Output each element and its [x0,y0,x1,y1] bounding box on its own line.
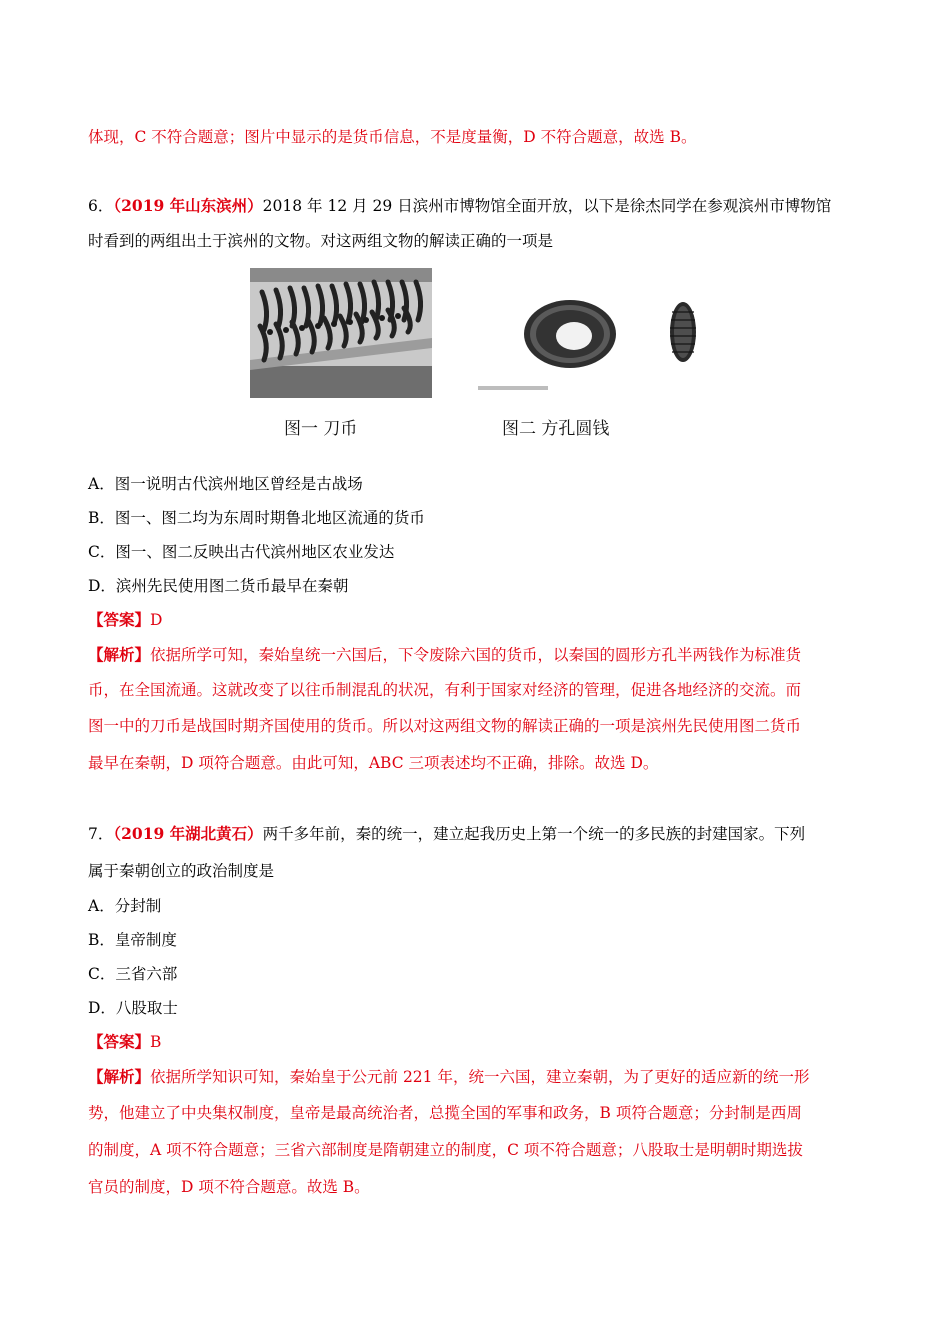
q7-analysis-label: 【解析】 [88,1067,151,1086]
q7-stem-line1 [88,824,868,844]
q6-analysis-line3: 图一中的刀币是战国时期齐国使用的货币。所以对这两组文物的解读正确的一项是滨州先民使用图二货币 [88,717,802,735]
q7-analysis-line2: 势，他建立了中央集权制度，皇帝是最高统治者，总揽全国的军事和政务，B 项符合题意；分封制是西周 [88,1104,802,1122]
q6-answer [88,610,868,630]
q7-option-b: B．皇帝制度 [88,931,177,949]
q7-stem-text: 两千多年前，秦的统一，建立起我历史上第一个统一的多民族的封建国家。下列 [262,825,806,843]
q6-option-b: B．图一、图二均为东周时期鲁北地区流通的货币 [88,509,425,527]
q7-option-a: A．分封制 [88,897,162,915]
q6-stem-line2: 时看到的两组出土于滨州的文物。对这两组文物的解读正确的一项是 [88,232,554,250]
q7-answer-value: B [150,1033,162,1051]
q7-number: 7． [88,825,114,843]
q7-answer-label: 【答案】 [88,1032,151,1051]
knife-coin-photo [250,268,432,398]
q6-figures [250,268,730,443]
q7-option-c: C．三省六部 [88,965,178,983]
q7-analysis-line4: 官员的制度，D 项不符合题意。故选 B。 [88,1178,370,1196]
q6-analysis-line1 [88,645,868,665]
q7-analysis-line1 [88,1067,868,1087]
q6-stem-text: 2018 年 12 月 29 日滨州市博物馆全面开放，以下是徐杰同学在参观滨州市博物馆 [262,197,832,215]
q6-answer-label: 【答案】 [88,610,151,629]
q7-analysis-text1: 依据所学知识可知，秦始皇于公元前 221 年，统一六国，建立秦朝，为了更好的适应新的统一形 [150,1068,810,1086]
figure1-caption: 图一 刀币 [284,419,358,439]
q6-answer-value: D [150,611,163,629]
q7-option-d: D．八股取士 [88,999,178,1017]
q6-analysis-text1: 依据所学可知，秦始皇统一六国后，下令废除六国的货币，以秦国的圆形方孔半两钱作为标准货 [150,646,802,664]
q6-option-d: D．滨州先民使用图二货币最早在秦朝 [88,577,349,595]
q7-answer [88,1032,868,1052]
q6-option-c: C．图一、图二反映出古代滨州地区农业发达 [88,543,395,561]
q6-analysis-label: 【解析】 [88,645,151,664]
q6-number: 6． [88,197,114,215]
q6-analysis-line2: 币，在全国流通。这就改变了以往币制混乱的状况，有利于国家对经济的管理，促进各地经济的交流。而 [88,681,802,699]
round-coin-photo [478,268,728,398]
previous-analysis-tail: 体现，C 不符合题意；图片中显示的是货币信息，不是度量衡，D 不符合题意，故选 B。 [88,128,697,146]
q6-analysis-line4: 最早在秦朝，D 项符合题意。由此可知，ABC 三项表述均不正确，排除。故选 D。 [88,754,659,772]
figure2-caption: 图二 方孔圆钱 [502,419,610,439]
q6-source: （2019 年山东滨州） [113,196,263,215]
q7-source: （2019 年湖北黄石） [113,824,263,843]
q7-analysis-line3: 的制度，A 项不符合题意；三省六部制度是隋朝建立的制度，C 项不符合题意；八股取士是明朝时期选拔 [88,1141,803,1159]
q6-option-a: A．图一说明古代滨州地区曾经是古战场 [88,475,363,493]
q7-stem-line2: 属于秦朝创立的政治制度是 [88,862,275,880]
q6-stem-line1 [88,196,868,216]
